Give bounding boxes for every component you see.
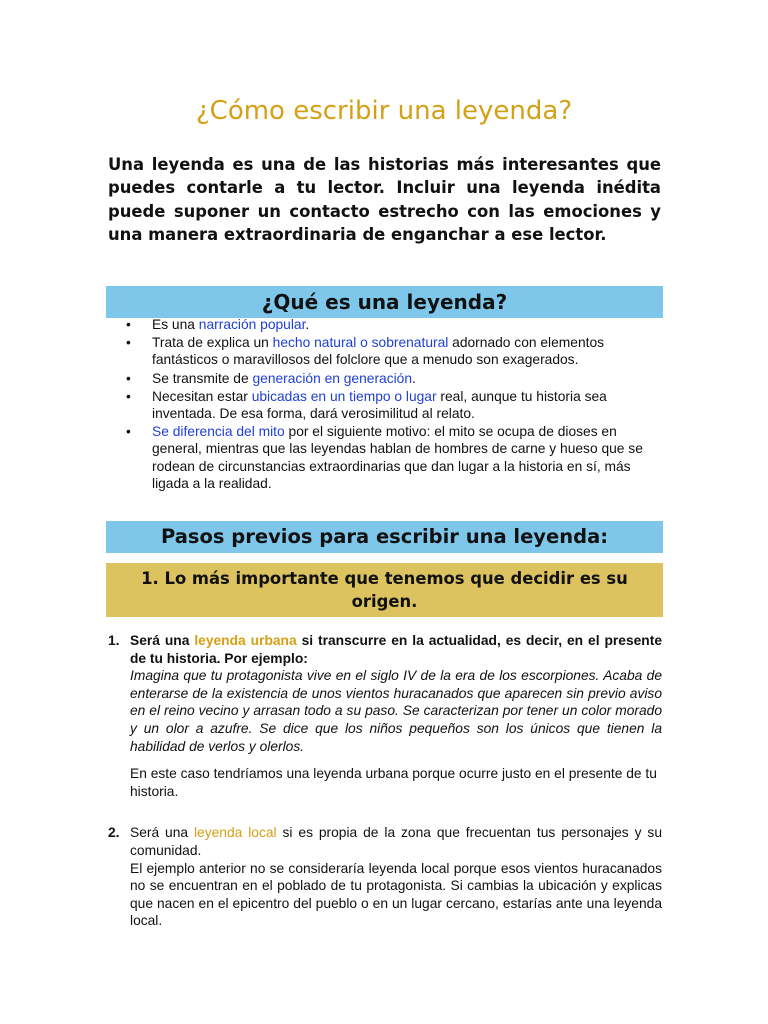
step-body: El ejemplo anterior no se consideraría leyenda local porque esos vientos huracanados no se encuentran en el poblado de tu protagonista. Si cambias la ubicación y explicas que nacen en el epicentro del pueblo o en un lugar cercano, estarías ante una leyenda local.: [130, 860, 662, 929]
definition-list: [108, 316, 660, 493]
bullet-icon: •: [126, 335, 131, 351]
list-item: • Necesitan estar ubicadas en un tiempo o lugar real, aunque tu historia sea inventada. De esa forma, dará verosimilitud al relato.: [126, 388, 607, 422]
link-hecho-natural[interactable]: hecho natural o sobrenatural: [272, 335, 449, 351]
highlight-leyenda-local: leyenda local: [193, 825, 277, 841]
list-item: • Es una narración popular.: [126, 317, 310, 332]
link-diferencia-mito[interactable]: Se diferencia del mito: [152, 424, 285, 440]
section-heading-steps: Pasos previos para escribir una leyenda:: [106, 521, 663, 553]
link-generacion[interactable]: generación en generación: [252, 370, 413, 386]
page-title: ¿Cómo escribir una leyenda?: [195, 96, 573, 126]
list-item: • Trata de explica un hecho natural o sobrenatural adornado con elementos fantásticos o maravillosos del folclore que a menudo son exagerados.: [126, 335, 605, 368]
subheading-origin: 1. Lo más importante que tenemos que decidir es su origen.: [106, 563, 663, 617]
bullet-icon: •: [126, 388, 131, 404]
bullet-icon: •: [126, 370, 131, 386]
list-item: • Se transmite de generación en generación.: [126, 370, 416, 386]
bullet-icon: •: [126, 317, 131, 332]
step-example: Imagina que tu protagonista vive en el siglo IV de la era de los escorpiones. Acaba de enterarse de la existencia de unos vientos huracanados que aparecen sin previo aviso en el reino vecino y arrasan todo a su paso. Se caracterizan por tener un color morado y un olor a azufre. Se dice que los niños pequeños son los únicos que tienen la habilidad de verlos y olerlos.: [130, 668, 662, 754]
step-intro: Será una leyenda local si es propia de la zona que frecuentan tus personajes y su comunidad.: [130, 825, 662, 858]
list-item: [108, 632, 662, 800]
list-item: • Se diferencia del mito por el siguiente motivo: el mito se ocupa de dioses en general, mientras que las leyendas hablan de hombres de carne y hueso que se rodean de circunstancias extraordinarias que dan lugar a la historia en sí, más ligada a la realidad.: [126, 424, 643, 491]
link-narracion-popular[interactable]: narración popular: [198, 317, 306, 332]
section-heading-what-is: ¿Qué es una leyenda?: [106, 286, 663, 318]
step-conclusion: En este caso tendríamos una leyenda urbana porque ocurre justo en el presente de tu historia.: [130, 766, 657, 799]
intro-paragraph: Una leyenda es una de las historias más interesantes que puedes contarle a tu lector. Incluir una leyenda inédita puede suponer un contacto estrecho con las emociones y una manera extraordinaria de enganchar a ese lector.: [108, 155, 661, 245]
steps-list: [108, 632, 662, 930]
link-ubicadas[interactable]: ubicadas en un tiempo o lugar: [251, 388, 437, 404]
step-number: 1.: [108, 633, 120, 648]
step-intro: Será una leyenda urbana si transcurre en la actualidad, es decir, en el presente de tu historia. Por ejemplo:: [130, 633, 662, 666]
list-item: [108, 824, 662, 930]
step-number: 2.: [108, 825, 120, 841]
highlight-leyenda-urbana: leyenda urbana: [194, 633, 297, 648]
bullet-icon: •: [126, 424, 131, 440]
